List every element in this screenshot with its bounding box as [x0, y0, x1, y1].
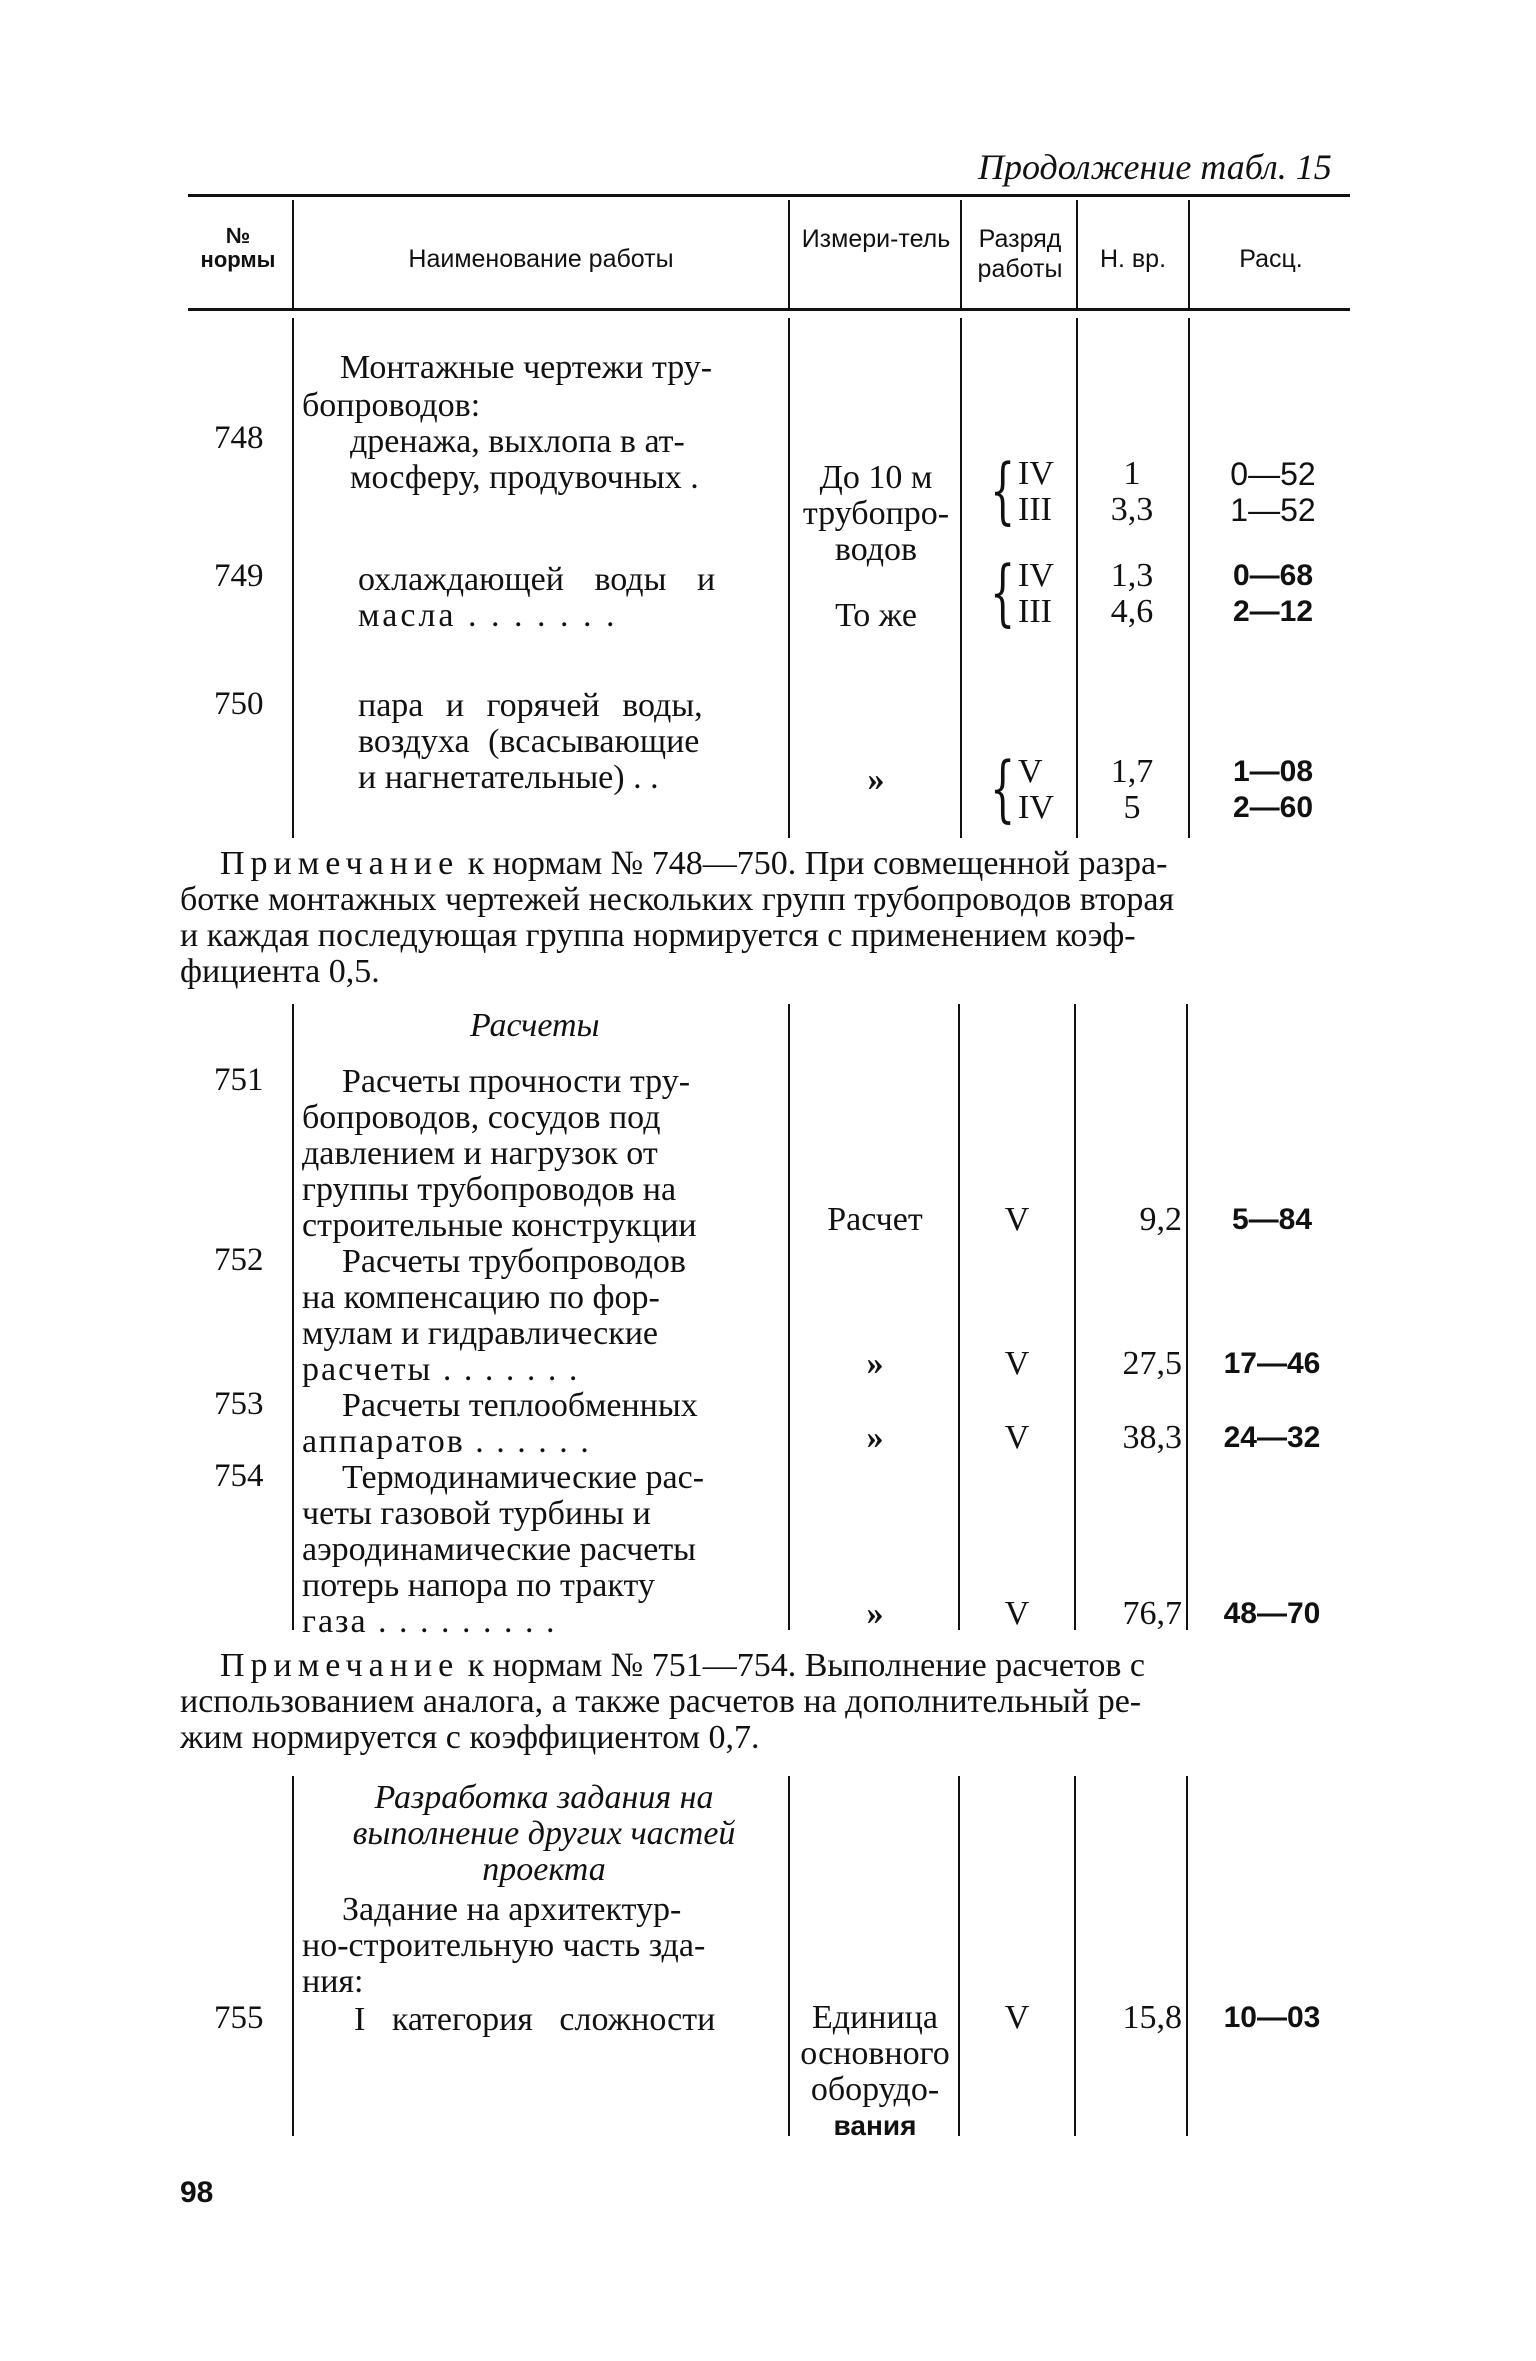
header-top-rule [188, 194, 1350, 197]
header-col-grade: Разряд работы [977, 225, 1063, 283]
row-749-time: 1,3 4,6 [1110, 557, 1154, 630]
row-749-name: охлаждающей воды и масла . . . . . . . [358, 561, 716, 634]
row-750-no: 750 [214, 686, 264, 722]
header-bottom-rule [188, 308, 1350, 311]
row-750-unit: » [867, 761, 885, 798]
header-sep-5 [1188, 200, 1190, 308]
block2-sep-4 [1074, 1004, 1076, 1630]
note-751-754: Примечание к нормам № 751—754. Выполнение расчетов с использованием аналога, а также расчетов на дополнительный ре- жим нормируется с коэффициентом 0,7. [180, 1647, 1145, 1756]
row-748-unit: До 10 м трубопро- водов [802, 459, 950, 568]
row-750-grade: V IV [1018, 753, 1054, 826]
block3-sep-3 [958, 1776, 960, 2136]
row-755-no: 755 [214, 2000, 264, 2036]
block1-intro: Монтажные чертежи тру- [340, 349, 713, 386]
block3-sep-2 [788, 1776, 790, 2136]
table-continuation-label: Продолжение табл. 15 [978, 147, 1332, 187]
row-754-grade: V [1004, 1595, 1030, 1632]
row-752-unit: » [866, 1345, 884, 1382]
row-748-time: 1 3,3 [1110, 455, 1154, 528]
block3-sep-4 [1074, 1776, 1076, 2136]
page-number: 98 [180, 2176, 214, 2209]
note-lead: Примечание [220, 845, 460, 882]
row-748-name: дренажа, выхлопа в ат- мосферу, продувочных . [350, 423, 699, 496]
row-755-grade: V [1004, 1999, 1030, 2036]
block1-sep-2 [788, 318, 790, 838]
row-754-unit: » [866, 1595, 884, 1632]
block1-sep-5 [1188, 318, 1190, 838]
header-col-no: № нормы [200, 223, 276, 272]
row-750-brace: { [990, 746, 1016, 830]
row-753-price: 24—32 [1223, 1421, 1321, 1454]
block1-intro-2: бопроводов: [302, 387, 481, 424]
row-748-price: 0—52 1—52 [1230, 456, 1316, 528]
row-752-grade: V [1004, 1345, 1030, 1382]
row-751-grade: V [1004, 1201, 1030, 1238]
row-751-name: Расчеты прочности тру- бопроводов, сосудов под давлением и нагрузок от группы трубопроводов на строительные конструкции [302, 1063, 697, 1244]
row-748-grade: IV III [1018, 455, 1054, 528]
row-755-name: I категория сложности [354, 2001, 716, 2038]
row-752-time: 27,5 [1122, 1345, 1182, 1382]
row-750-price: 1—08 2—60 [1232, 755, 1314, 824]
row-749-no: 749 [214, 558, 264, 594]
block1-sep-3 [960, 318, 962, 838]
row-749-grade: IV III [1018, 557, 1054, 630]
header-sep-4 [1076, 200, 1078, 308]
row-753-name: Расчеты теплообменных аппаратов . . . . . . [302, 1387, 698, 1460]
header-sep-2 [788, 200, 790, 308]
header-col-name: Наименование работы [408, 245, 674, 273]
row-753-grade: V [1004, 1419, 1030, 1456]
block2-sep-3 [958, 1004, 960, 1630]
block1-sep-4 [1076, 318, 1078, 838]
row-753-unit: » [866, 1419, 884, 1456]
row-751-no: 751 [214, 1062, 264, 1098]
block2-sep-1 [292, 1004, 294, 1630]
section-title-calculations: Расчеты [470, 1007, 600, 1044]
row-751-unit: Расчет [827, 1201, 923, 1238]
row-754-time: 76,7 [1122, 1595, 1182, 1632]
row-755-time: 15,8 [1122, 1999, 1182, 2036]
block3-sep-1 [292, 1776, 294, 2136]
note-748-750: Примечание к нормам № 748—750. При совмещенной разра- ботке монтажных чертежей нескольких групп трубопроводов вторая и каждая последующая группа нормируется с применением коэф- фициента 0,5. [180, 845, 1175, 990]
row-752-name: Расчеты трубопроводов на компенсацию по фор- мулам и гидравлические расчеты . . . . . . . [302, 1243, 686, 1388]
header-col-price: Расц. [1239, 245, 1303, 273]
row-754-no: 754 [214, 1458, 264, 1494]
row-751-price: 5—84 [1231, 1203, 1313, 1236]
block2-sep-2 [788, 1004, 790, 1630]
row-755-price: 10—03 [1223, 2001, 1321, 2034]
row-752-price: 17—46 [1223, 1347, 1321, 1380]
row-749-brace: { [990, 550, 1016, 634]
row-748-brace: { [990, 448, 1016, 532]
section-title-assignment: Разработка задания на выполнение других частей проекта [352, 1779, 736, 1888]
block3-sep-5 [1186, 1776, 1188, 2136]
row-753-no: 753 [214, 1386, 264, 1422]
row-750-name: пара и горячей воды, воздуха (всасывающие и нагнетательные) . . [358, 687, 703, 796]
row-754-price: 48—70 [1223, 1597, 1321, 1630]
block2-sep-5 [1186, 1004, 1188, 1630]
header-col-unit: Измери-тель [801, 225, 951, 253]
row-753-time: 38,3 [1122, 1419, 1182, 1456]
row-750-time: 1,7 5 [1110, 753, 1154, 826]
header-sep-3 [960, 200, 962, 308]
block3-intro: Задание на архитектур- но-строительную часть зда- ния: [302, 1891, 706, 2000]
row-754-name: Термодинамические рас- четы газовой турбины и аэродинамические расчеты потерь напора по тракту газа . . . . . . . . . [302, 1459, 705, 1640]
note-lead: Примечание [220, 1647, 460, 1684]
row-755-unit: Единица основного оборудо- вания [800, 1999, 950, 2141]
row-751-time: 9,2 [1139, 1201, 1182, 1238]
header-sep-1 [292, 200, 294, 308]
block1-sep-1 [292, 318, 294, 838]
row-749-price: 0—68 2—12 [1232, 559, 1314, 628]
row-752-no: 752 [214, 1242, 264, 1278]
row-749-unit: То же [835, 597, 917, 634]
header-col-time: Н. вр. [1099, 245, 1167, 273]
row-748-no: 748 [214, 420, 264, 456]
